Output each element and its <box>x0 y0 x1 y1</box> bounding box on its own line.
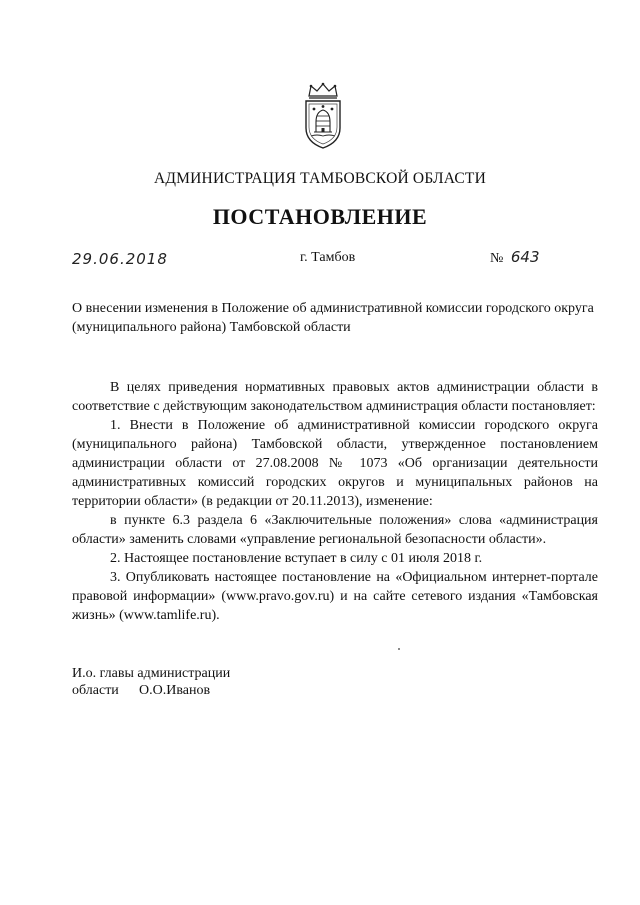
signatory-position-line1: И.о. главы администрации <box>72 666 231 681</box>
coat-of-arms-emblem <box>297 82 349 150</box>
document-number: 643 <box>510 248 540 266</box>
signatory-position-line2: области <box>72 683 119 698</box>
scan-speck <box>398 648 400 650</box>
signature-block <box>72 665 230 699</box>
item-3-paragraph: 3. Опубликовать настоящее постановление на «Официальном интернет-портале правовой информации» (www.pravo.gov.ru) и на сайте сетевого издания «Тамбовская жизнь» (www.tamlife.ru). <box>72 570 598 623</box>
authority-name: АДМИНИСТРАЦИЯ ТАМБОВСКОЙ ОБЛАСТИ <box>154 170 486 187</box>
document-date: 29.06.2018 <box>72 250 168 268</box>
signatory-name: О.О.Иванов <box>139 683 211 698</box>
signatory-line2 <box>72 682 230 699</box>
item-1-detail-paragraph: в пункте 6.3 раздела 6 «Заключительные положения» слова «администрация области» заменить словами «управление региональной безопасности области». <box>72 513 598 547</box>
number-sign: № <box>490 251 504 266</box>
document-type-title: ПОСТАНОВЛЕНИЕ <box>212 204 428 229</box>
document-subject: О внесении изменения в Положение об административной комиссии городского округа (муниципального района) Тамбовской области <box>72 301 594 335</box>
document-city: г. Тамбов <box>300 250 356 265</box>
item-2-paragraph: 2. Настоящее постановление вступает в силу с 01 июля 2018 г. <box>110 551 483 566</box>
preamble-paragraph: В целях приведения нормативных правовых актов администрации области в соответствие с действующим законодательством администрация области постановляет: <box>72 380 598 414</box>
document-body <box>72 378 598 625</box>
document-number-block <box>490 248 540 267</box>
item-1-paragraph: 1. Внести в Положение об административной комиссии городского округа (муниципального района) Тамбовской области, утвержденное постановлением администрации области от 27.08.2008 № 1073 «Об организации деятельности административных комиссий городских округов и муниципальных районов на территории области» (в редакции от 20.11.2013), изменение: <box>72 418 598 509</box>
